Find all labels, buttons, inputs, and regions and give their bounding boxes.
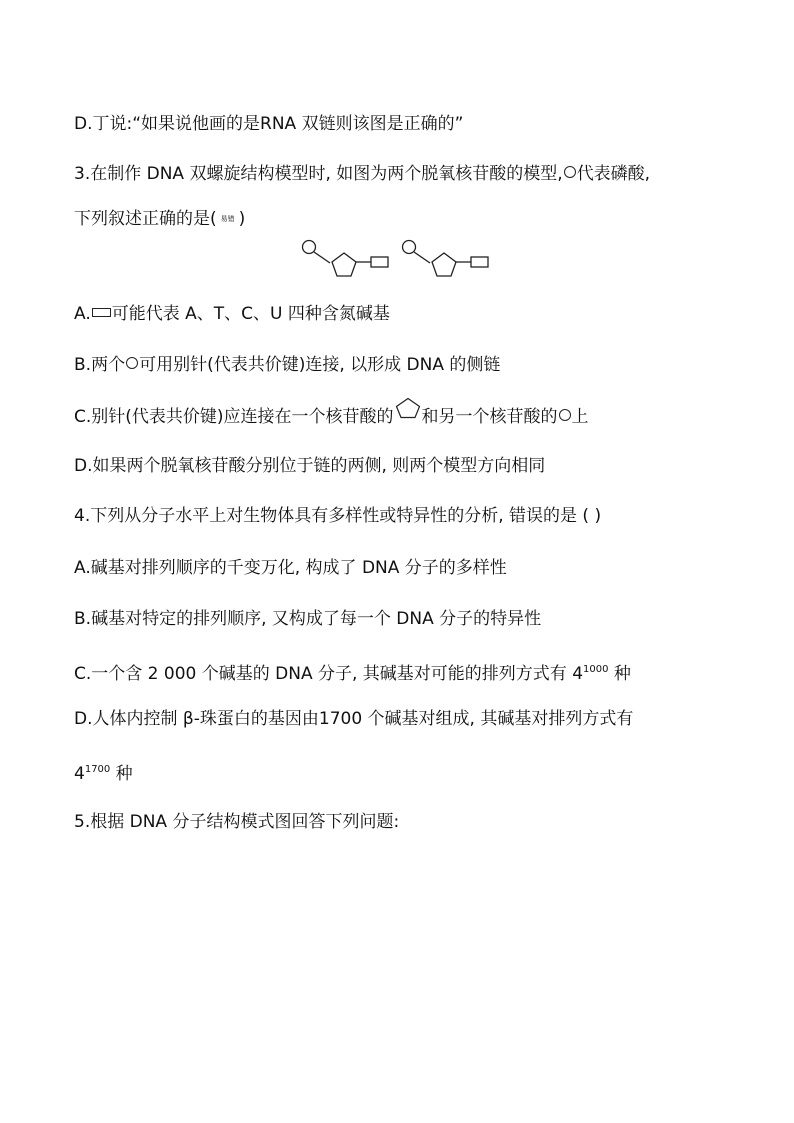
option-4c-text: C.一个含 2 000 个碱基的 DNA 分子, 其碱基对可能的排列方式有 4 xyxy=(74,664,584,684)
option-3c-middle: 和另一个核苷酸的 xyxy=(421,407,558,427)
phosphate-circle-icon xyxy=(303,241,316,254)
question-4: 4.下列从分子水平上对生物体具有多样性或特异性的分析, 错误的是 ( ) xyxy=(74,506,602,526)
option-3a-prefix: A. xyxy=(74,304,91,324)
option-3a-text: 可能代表 A、T、C、U 四种含氮碱基 xyxy=(111,304,390,324)
question-3-line2-text: 下列叙述正确的是( xyxy=(74,209,217,229)
phosphate-circle-icon xyxy=(559,409,571,421)
question-3-text: 3.在制作 DNA 双螺旋结构模型时, 如图为两个脱氧核苷酸的模型, xyxy=(74,164,563,184)
option-3a xyxy=(74,303,390,325)
option-4a: A.碱基对排列顺序的千变万化, 构成了 DNA 分子的多样性 xyxy=(74,558,507,578)
nucleotide-models-figure xyxy=(300,238,500,284)
deoxyribose-pentagon-icon xyxy=(332,253,356,276)
option-4b: B.碱基对特定的排列顺序, 又构成了每一个 DNA 分子的特异性 xyxy=(74,609,542,629)
question-3 xyxy=(74,163,650,185)
option-4d-base: 4 xyxy=(74,764,85,784)
option-4d-exponent: 1700 xyxy=(84,764,111,775)
option-4c-suffix: 种 xyxy=(608,664,631,684)
difficulty-hint: 易错 xyxy=(220,215,235,223)
nucleotide-model-1 xyxy=(303,241,389,277)
option-3b-prefix: B.两个 xyxy=(74,355,126,375)
base-rectangle-icon xyxy=(471,257,488,267)
question-3-line2 xyxy=(74,208,245,230)
question-3-close: ) xyxy=(238,209,246,229)
deoxyribose-pentagon-icon xyxy=(395,397,421,419)
option-d-previous: D.丁说:“如果说他画的是RNA 双链则该图是正确的” xyxy=(74,114,464,134)
option-4d-line2 xyxy=(74,759,133,785)
phosphate-circle-icon xyxy=(564,166,576,178)
option-4d: D.人体内控制 β-珠蛋白的基因由1700 个碱基对组成, 其碱基对排列方式有 xyxy=(74,709,634,729)
option-4c-exponent: 1000 xyxy=(583,664,609,675)
base-rectangle-icon xyxy=(371,257,388,267)
option-4c xyxy=(74,659,631,685)
option-3c-suffix: 上 xyxy=(571,407,589,427)
option-3b-text: 可用别针(代表共价键)连接, 以形成 DNA 的侧链 xyxy=(139,355,501,375)
option-3b xyxy=(74,354,500,376)
nucleotide-model-2 xyxy=(403,241,489,277)
option-3d: D.如果两个脱氧核苷酸分别位于链的两侧, 则两个模型方向相同 xyxy=(74,456,546,476)
phosphate-circle-icon xyxy=(126,357,138,369)
option-3c xyxy=(74,406,589,428)
question-3-tail: 代表磷酸, xyxy=(576,164,651,184)
phosphate-circle-icon xyxy=(403,241,416,254)
question-5: 5.根据 DNA 分子结构模式图回答下列问题: xyxy=(74,812,400,832)
deoxyribose-pentagon-icon xyxy=(432,253,456,276)
option-3c-prefix: C.别针(代表共价键)应连接在一个核苷酸的 xyxy=(74,407,394,427)
base-rectangle-icon xyxy=(92,308,111,317)
option-4d-suffix: 种 xyxy=(110,764,133,784)
